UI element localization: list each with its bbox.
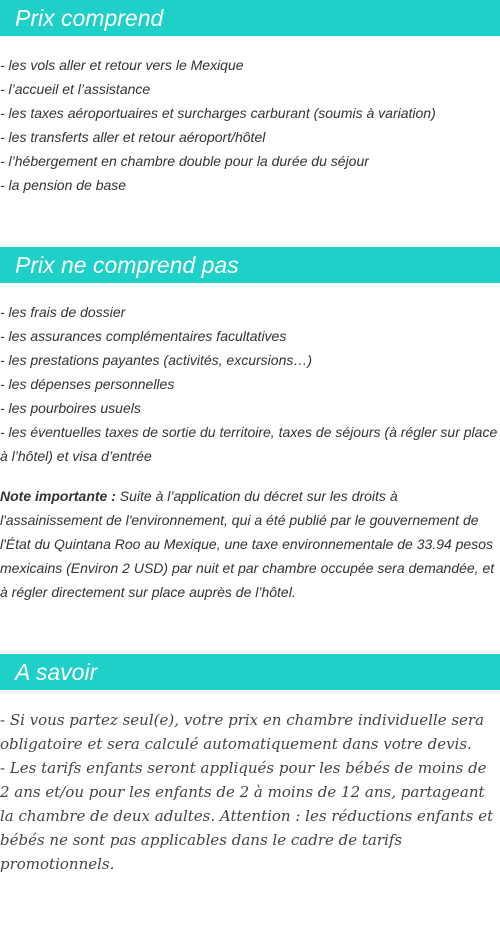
list-item: - les vols aller et retour vers le Mexique: [0, 57, 244, 73]
a-savoir-paragraph: - Les tarifs enfants seront appliqués pour les bébés de moins de 2 ans et/ou pour les enfants de 2 à moins de 12 ans, partageant la chambre de deux adultes. Attention : les réductions enfants et bébés ne sont pas applicables dans le cadre de tarifs promotionnels.: [0, 759, 494, 873]
note-label: Note importante :: [0, 488, 116, 504]
list-item: - les dépenses personnelles: [0, 376, 175, 392]
important-note: [0, 484, 496, 604]
a-savoir-paragraph: - Si vous partez seul(e), votre prix en chambre individuelle sera obligatoire et sera calculé automatiquement dans votre devis.: [0, 711, 485, 753]
included-list: [0, 53, 500, 197]
excluded-list: [0, 300, 500, 468]
list-item: - l’accueil et l’assistance: [0, 81, 151, 97]
list-item: - les frais de dossier: [0, 304, 126, 320]
list-item: - les éventuelles taxes de sortie du territoire, taxes de séjours (à régler sur place à l’hôtel) et visa d’entrée: [0, 424, 498, 464]
section-title-prix-comprend: Prix comprend: [0, 0, 500, 36]
list-item: - les transferts aller et retour aéroport/hôtel: [0, 129, 266, 145]
a-savoir-body: [0, 708, 500, 876]
list-item: - les assurances complémentaires facultatives: [0, 328, 287, 344]
list-item: - les pourboires usuels: [0, 400, 141, 416]
list-item: - les prestations payantes (activités, excursions…): [0, 352, 313, 368]
list-item: - l’hébergement en chambre double pour la durée du séjour: [0, 153, 369, 169]
note-text: Suite à l’application du décret sur les droits à l'assainissement de l'environnement, qui a été publié par le gouvernement de l'État du Quintana Roo au Mexique, une taxe environnementale de 33.94 pesos mexicains (Environ 2 USD) par nuit et par chambre occupée sera demandée, et à régler directement sur place auprès de l’hôtel.: [0, 488, 495, 600]
list-item: - la pension de base: [0, 177, 127, 193]
section-title-a-savoir: A savoir: [0, 654, 500, 690]
list-item: - les taxes aéroportuaires et surcharges carburant (soumis à variation): [0, 105, 436, 121]
section-title-prix-ne-comprend-pas: Prix ne comprend pas: [0, 247, 500, 283]
